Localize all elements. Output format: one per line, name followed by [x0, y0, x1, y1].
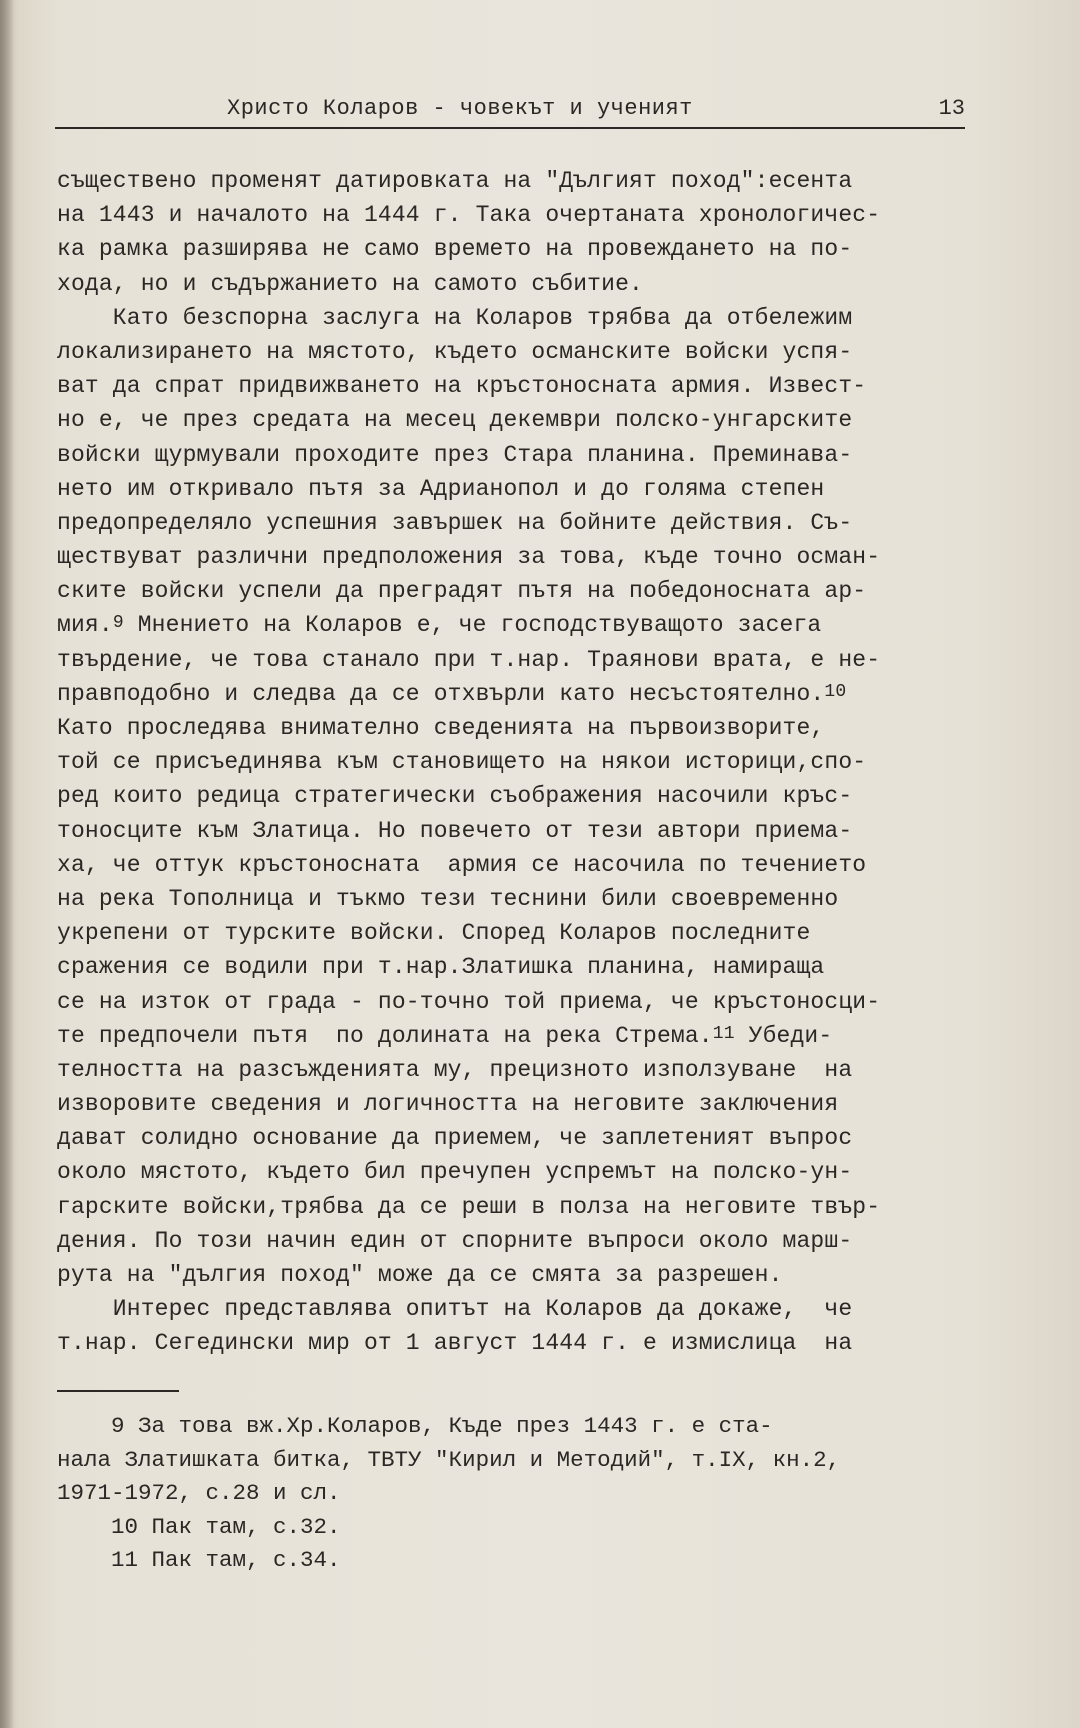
text-line	[57, 608, 987, 642]
footnote-line: 10 Пак там, с.32.	[57, 1513, 341, 1540]
text-line	[57, 677, 987, 711]
text-line: предопределяло успешния завършек на бойните действия. Съ-	[57, 509, 853, 536]
text-line: дават солидно основание да приемем, че заплетеният въпрос	[57, 1125, 853, 1152]
body-text	[57, 164, 987, 1361]
footnote-ref-11: 11	[712, 1023, 735, 1044]
text-line: ка рамка разширява не само времето на провеждането на по-	[57, 236, 853, 263]
text-line	[57, 1019, 987, 1053]
text-fragment: те предпочели пътя по долината на река Стрема.	[57, 1022, 713, 1049]
text-line: хода, но и съдържанието на самото събитие.	[57, 270, 643, 297]
text-line: изворовите сведения и логичността на неговите заключения	[57, 1091, 839, 1118]
text-line: дения. По този начин един от спорните въпроси около марш-	[57, 1227, 853, 1254]
text-line: на река Тополница и тъкмо тези теснини били своевременно	[57, 885, 839, 912]
text-line: ществуват различни предположения за това, къде точно осман-	[57, 544, 881, 571]
text-line: телността на разсъжденията му, прецизното използуване на	[57, 1056, 853, 1083]
text-fragment: правподобно и следва да се отхвърли като несъстоятелно.	[57, 680, 825, 707]
text-fragment: Мнението на Коларов е, че господствуващото засега	[123, 612, 822, 639]
binding-shadow	[0, 0, 14, 1728]
text-line: рута на "дългия поход" може да се смята за разрешен.	[57, 1262, 783, 1288]
text-line: войски щурмували проходите през Стара планина. Преминава-	[57, 441, 853, 468]
footnote-line: нала Златишката битка, ТВТУ "Кирил и Методий", т.IX, кн.2,	[57, 1446, 841, 1473]
text-line: т.нар. Сегедински мир от 1 август 1444 г. е измислица на	[57, 1330, 853, 1357]
footnote-ref-10: 10	[824, 681, 847, 702]
footnote-rule	[57, 1390, 179, 1392]
text-line: Като проследява внимателно сведенията на първоизворите,	[57, 715, 825, 741]
page-number: 13	[938, 96, 965, 121]
text-line: укрепени от турските войски. Според Коларов последните	[57, 920, 811, 947]
footnote-line: 11 Пак там, с.34.	[57, 1547, 341, 1573]
text-line: Интерес представлява опитът на Коларов да докаже, че	[57, 1296, 853, 1323]
text-line: съществено променят датировката на "Дългият поход":есента	[57, 168, 853, 194]
footnote-ref-9: 9	[112, 613, 124, 634]
text-line: ват да спрат придвижването на кръстоносната армия. Извест-	[57, 373, 867, 400]
text-line: се на изток от града - по-точно той приема, че кръстоносци-	[57, 988, 881, 1015]
footnotes	[57, 1410, 987, 1578]
footnote-line: 9 За това вж.Хр.Коларов, Къде през 1443 г. е ста-	[57, 1413, 773, 1439]
text-line: ред които редица стратегически съображения насочили кръс-	[57, 783, 853, 810]
text-line: той се присъединява към становището на някои историци,спо-	[57, 749, 867, 776]
text-fragment: мия.	[57, 612, 113, 639]
text-line: гарските войски,трябва да се реши в полза на неговите твър-	[57, 1193, 881, 1220]
running-title: Христо Коларов - човекът и ученият	[227, 96, 693, 121]
text-line: на 1443 и началото на 1444 г. Така очертаната хронологичес-	[57, 202, 881, 229]
page-header	[55, 96, 965, 130]
text-line: но е, че през средата на месец декември полско-унгарските	[57, 407, 853, 434]
text-line: Като безспорна заслуга на Коларов трябва да отбележим	[57, 304, 853, 331]
text-line: около мястото, където бил пречупен успремът на полско-ун-	[57, 1159, 853, 1186]
text-fragment: Убеди-	[734, 1022, 833, 1049]
text-line: локализирането на мястото, където османските войски успя-	[57, 338, 853, 365]
text-line: тоносците към Златица. Но повечето от тези автори приема-	[57, 817, 853, 844]
text-line: ските войски успели да преградят пътя на победоносната ар-	[57, 578, 867, 605]
header-rule	[55, 127, 965, 129]
text-line: твърдение, че това станало при т.нар. Траянови врата, е не-	[57, 646, 881, 673]
text-line: нето им откривало пътя за Адрианопол и до голяма степен	[57, 475, 825, 502]
footnote-line: 1971-1972, с.28 и сл.	[57, 1480, 341, 1506]
text-line: сражения се водили при т.нар.Златишка планина, намираща	[57, 954, 825, 981]
text-line: ха, че оттук кръстоносната армия се насочила по течението	[57, 851, 867, 878]
